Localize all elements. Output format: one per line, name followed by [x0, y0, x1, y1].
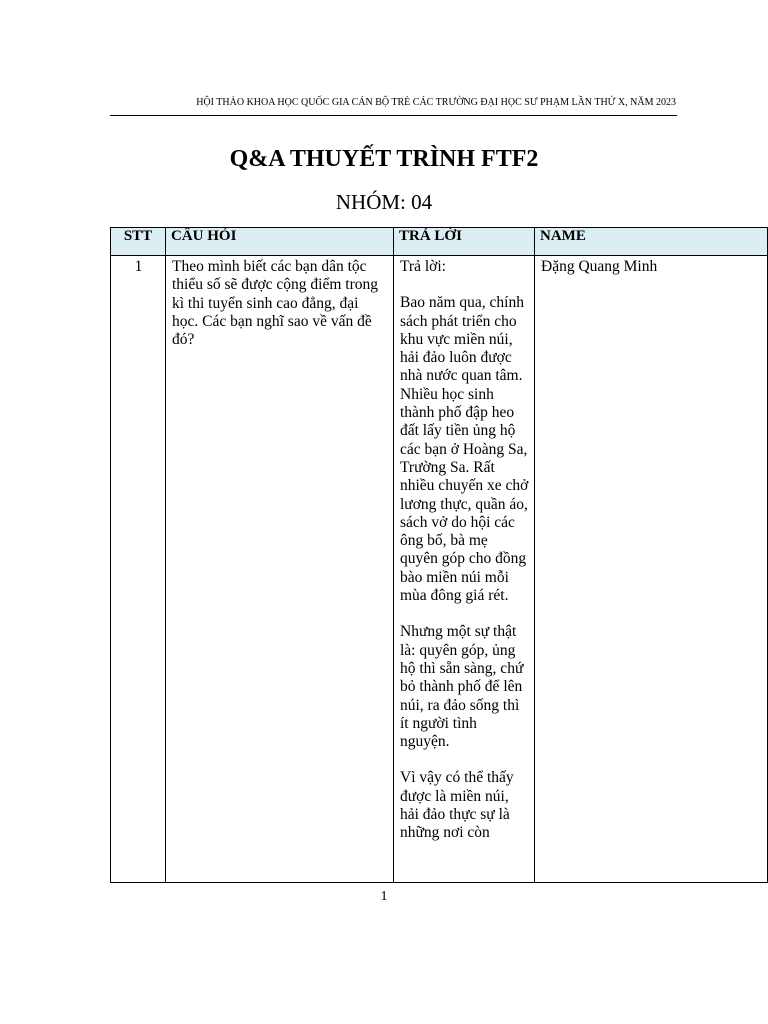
column-header-question: CÂU HỎI — [166, 228, 394, 256]
header-divider — [110, 115, 677, 116]
column-header-name: NAME — [535, 228, 768, 256]
table-header-row — [111, 228, 768, 256]
document-title: Q&A THUYẾT TRÌNH FTF2 — [229, 146, 539, 172]
answer-cell — [394, 256, 535, 883]
page-number: 1 — [380, 889, 388, 904]
table-row — [111, 256, 768, 883]
row-number: 1 — [111, 256, 166, 883]
column-header-answer: TRẢ LỜI — [394, 228, 535, 256]
answer-paragraph: Bao năm qua, chính sách phát triển cho khu vực miền núi, hải đảo luôn được nhà nước quan tâm. Nhiều học sinh thành phố đập heo đất lấy tiền ủng hộ các bạn ở Hoàng Sa, Trường Sa. Rất nhiều chuyến xe chở lương thực, quần áo, sách vở do hội các ông bố, bà mẹ quyên góp cho đồng bào miền núi mỗi mùa đông giá rét. — [400, 294, 529, 605]
question-cell: Theo mình biết các bạn dân tộc thiểu số sẽ được cộng điểm trong kì thi tuyển sinh cao đẳng, đại học. Các bạn nghĩ sao về vấn đề đó? — [166, 256, 394, 883]
running-header: HỘI THẢO KHOA HỌC QUỐC GIA CÁN BỘ TRẺ CÁC TRƯỜNG ĐẠI HỌC SƯ PHẠM LẦN THỨ X, NĂM 2023 — [196, 97, 676, 108]
answer-paragraph: Nhưng một sự thật là: quyên góp, ủng hộ thì sẵn sàng, chứ bỏ thành phố để lên núi, ra đảo sống thì ít người tình nguyện. — [400, 623, 524, 751]
column-header-stt: STT — [111, 228, 166, 256]
answer-paragraph: Trả lời: — [400, 258, 446, 275]
answer-paragraph: Vì vậy có thể thấy được là miền núi, hải đảo thực sự là những nơi còn — [400, 769, 514, 842]
qa-table — [110, 227, 768, 883]
group-label: NHÓM: 04 — [335, 190, 433, 214]
name-cell: Đặng Quang Minh — [535, 256, 768, 883]
